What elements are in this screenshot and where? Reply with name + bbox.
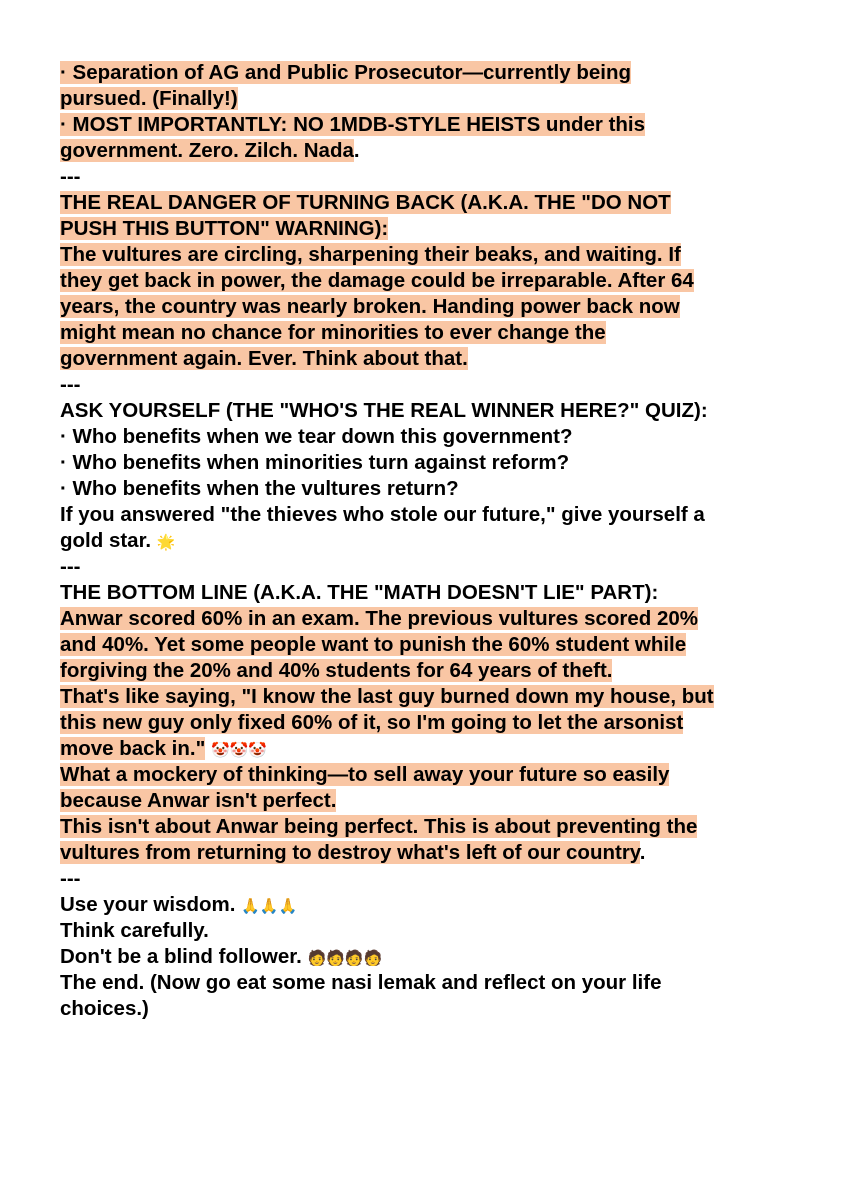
text-line	[60, 242, 795, 268]
highlighted-text: · MOST IMPORTANTLY: NO 1MDB-STYLE HEISTS under this	[60, 113, 646, 136]
highlighted-text: move back in."	[60, 737, 206, 760]
highlighted-text: they get back in power, the damage could be irreparable. After 64	[60, 269, 694, 292]
text-line	[60, 944, 795, 970]
text-line	[60, 632, 795, 658]
line-text: THE BOTTOM LINE (A.K.A. THE "MATH DOESN'T LIE" PART):	[60, 581, 659, 604]
text-line	[60, 138, 795, 164]
text-line	[60, 398, 795, 424]
highlighted-text: The vultures are circling, sharpening their beaks, and waiting. If	[60, 243, 681, 266]
highlighted-text: vultures from returning to destroy what's left of our country	[60, 841, 640, 864]
line-text: Don't be a blind follower.	[60, 945, 302, 968]
line-text: choices.)	[60, 997, 149, 1020]
text-line	[60, 294, 795, 320]
highlighted-text: pursued. (Finally!)	[60, 87, 238, 110]
section-divider	[60, 554, 795, 580]
line-text: gold star.	[60, 529, 152, 552]
line-text: ---	[60, 165, 81, 188]
line-text: · Who benefits when minorities turn against reform?	[60, 451, 570, 474]
text-line	[60, 216, 795, 242]
text-line	[60, 320, 795, 346]
highlighted-text: · Separation of AG and Public Prosecutor—currently being	[60, 61, 632, 84]
text-line	[60, 606, 795, 632]
line-text: Use your wisdom.	[60, 893, 236, 916]
text-line	[60, 996, 795, 1022]
text-line	[60, 60, 795, 86]
highlighted-text: What a mockery of thinking—to sell away your future so easily	[60, 763, 670, 786]
section-divider	[60, 866, 795, 892]
text-line	[60, 190, 795, 216]
highlighted-text: Anwar scored 60% in an exam. The previous vultures scored 20%	[60, 607, 699, 630]
text-line	[60, 86, 795, 112]
section-divider	[60, 372, 795, 398]
highlighted-text: This isn't about Anwar being perfect. This is about preventing the	[60, 815, 698, 838]
highlighted-text: years, the country was nearly broken. Handing power back now	[60, 295, 680, 318]
text-line	[60, 580, 795, 606]
line-text: · Who benefits when we tear down this government?	[60, 425, 573, 448]
text-line	[60, 528, 795, 554]
text-line	[60, 814, 795, 840]
highlighted-text: this new guy only fixed 60% of it, so I'm going to let the arsonist	[60, 711, 684, 734]
highlighted-text: forgiving the 20% and 40% students for 64 years of theft.	[60, 659, 613, 682]
line-text: ASK YOURSELF (THE "WHO'S THE REAL WINNER HERE?" QUIZ):	[60, 399, 708, 422]
highlighted-text: might mean no chance for minorities to ever change the	[60, 321, 606, 344]
line-text: ---	[60, 555, 81, 578]
highlighted-text: That's like saying, "I know the last guy burned down my house, but	[60, 685, 714, 708]
text-line	[60, 710, 795, 736]
highlighted-text: THE REAL DANGER OF TURNING BACK (A.K.A. THE "DO NOT	[60, 191, 671, 214]
text-line	[60, 502, 795, 528]
highlighted-text: government. Zero. Zilch. Nada	[60, 139, 354, 162]
line-suffix: .	[639, 841, 646, 864]
line-text: · Who benefits when the vultures return?	[60, 477, 459, 500]
text-line	[60, 788, 795, 814]
line-text: ---	[60, 373, 81, 396]
text-line	[60, 424, 795, 450]
text-line	[60, 762, 795, 788]
line-suffix: .	[353, 139, 360, 162]
text-line	[60, 736, 795, 762]
emoji-icon: 🙏🙏🙏	[241, 897, 298, 915]
text-line	[60, 892, 795, 918]
document-page	[60, 60, 795, 1022]
line-text: The end. (Now go eat some nasi lemak and reflect on your life	[60, 971, 662, 994]
text-line	[60, 450, 795, 476]
line-text: ---	[60, 867, 81, 890]
highlighted-text: and 40%. Yet some people want to punish the 60% student while	[60, 633, 687, 656]
text-line	[60, 684, 795, 710]
emoji-icon: 🧑🧑🧑🧑	[307, 949, 383, 967]
section-divider	[60, 164, 795, 190]
line-text: If you answered "the thieves who stole our future," give yourself a	[60, 503, 705, 526]
highlighted-text: government again. Ever. Think about that.	[60, 347, 468, 370]
line-text: Think carefully.	[60, 919, 209, 942]
text-line	[60, 476, 795, 502]
text-line	[60, 840, 795, 866]
emoji-icon: 🤡🤡🤡	[211, 741, 268, 759]
text-line	[60, 346, 795, 372]
text-line	[60, 918, 795, 944]
highlighted-text: because Anwar isn't perfect.	[60, 789, 337, 812]
highlighted-text: PUSH THIS BUTTON" WARNING):	[60, 217, 389, 240]
text-line	[60, 970, 795, 996]
emoji-icon: 🌟	[156, 533, 176, 551]
text-line	[60, 268, 795, 294]
text-line	[60, 658, 795, 684]
text-line	[60, 112, 795, 138]
